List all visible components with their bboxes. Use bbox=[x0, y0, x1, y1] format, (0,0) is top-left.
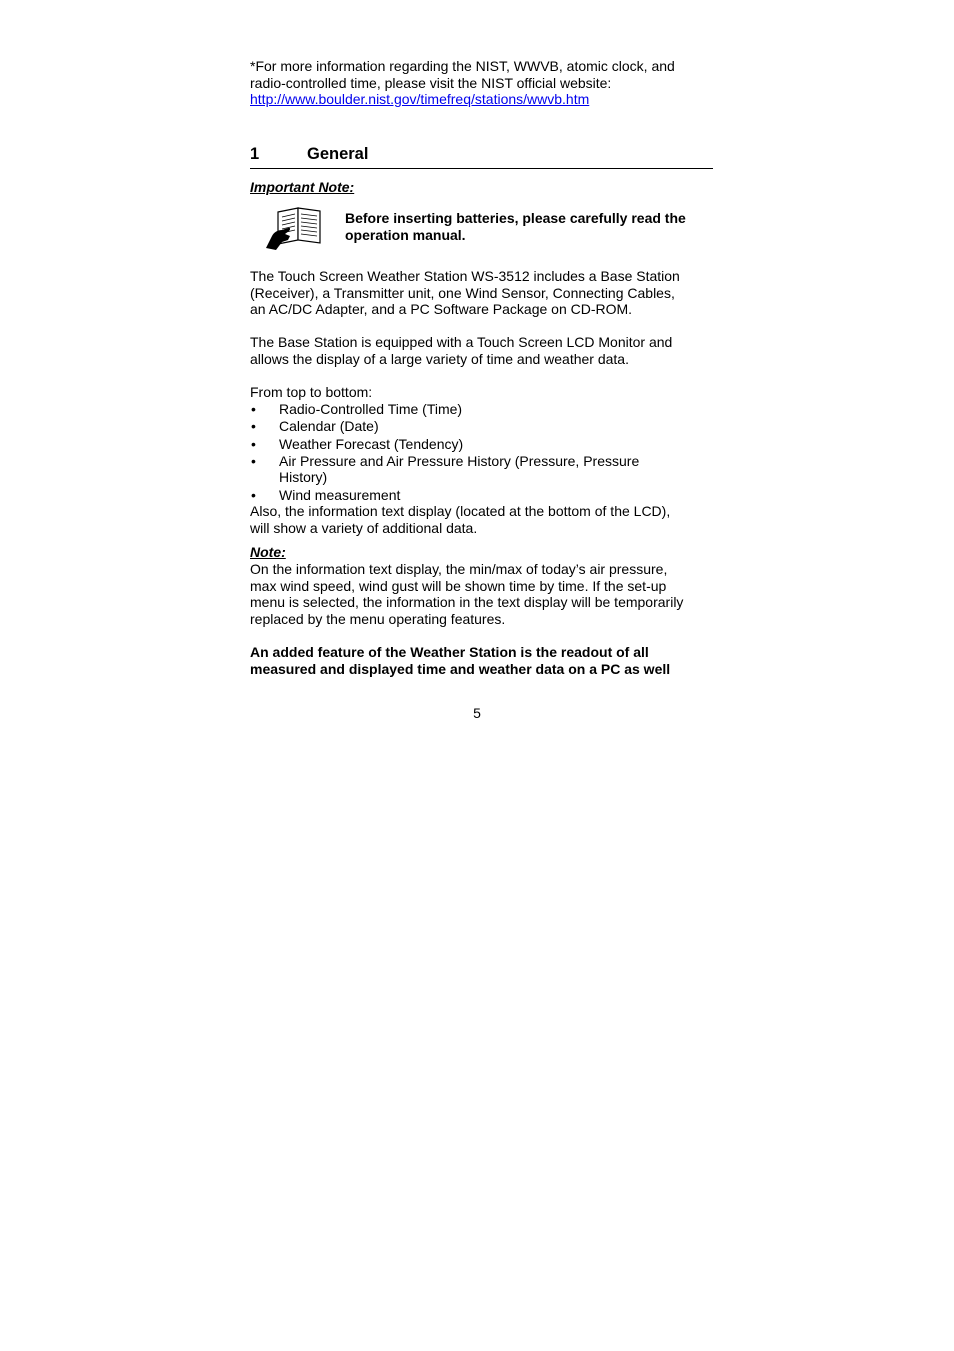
text-line: On the information text display, the min/max of today’s air pressure, bbox=[250, 561, 668, 578]
important-note-label: Important Note: bbox=[250, 179, 355, 196]
display-items-list bbox=[250, 401, 713, 504]
package-contents-paragraph bbox=[250, 268, 713, 318]
text-line: replaced by the menu operating features. bbox=[250, 610, 506, 627]
text-line: allows the display of a large variety of time and weather data. bbox=[250, 350, 629, 367]
list-item: • Calendar (Date) bbox=[250, 418, 713, 435]
intro-line: radio-controlled time, please visit the NIST official website: bbox=[250, 74, 612, 91]
list-item: • Air Pressure and Air Pressure History (Pressure, Pressure History) bbox=[250, 453, 713, 486]
text-line: will show a variety of additional data. bbox=[250, 519, 478, 536]
note-label: Note: bbox=[250, 544, 286, 561]
pc-feature-paragraph bbox=[250, 644, 713, 677]
text-line: max wind speed, wind gust will be shown time by time. If the set-up bbox=[250, 577, 667, 594]
text-line: The Base Station is equipped with a Touch Screen LCD Monitor and bbox=[250, 334, 673, 351]
list-intro: From top to bottom: bbox=[250, 384, 373, 401]
important-note-line: operation manual. bbox=[345, 226, 466, 243]
section-number: 1 bbox=[250, 144, 260, 163]
page-number: 5 bbox=[473, 705, 481, 721]
important-note-callout bbox=[250, 206, 713, 252]
list-item: • Wind measurement bbox=[250, 487, 713, 504]
nist-website-link[interactable]: http://www.boulder.nist.gov/timefreq/stations/wwvb.htm bbox=[250, 91, 590, 108]
text-line: measured and displayed time and weather data on a PC as well bbox=[250, 660, 671, 677]
text-line: (Receiver), a Transmitter unit, one Wind Sensor, Connecting Cables, bbox=[250, 284, 675, 301]
text-line: An added feature of the Weather Station is the readout of all bbox=[250, 644, 649, 661]
section-title: General bbox=[307, 144, 369, 163]
document-page bbox=[250, 58, 713, 677]
text-line: an AC/DC Adapter, and a PC Software Package on CD-ROM. bbox=[250, 301, 633, 318]
note-paragraph bbox=[250, 561, 713, 627]
important-note-line: Before inserting batteries, please carefully read the bbox=[345, 209, 686, 226]
list-item: • Radio-Controlled Time (Time) bbox=[250, 401, 713, 418]
text-line: menu is selected, the information in the text display will be temporarily bbox=[250, 594, 684, 611]
section-heading bbox=[250, 146, 713, 170]
list-item: • Weather Forecast (Tendency) bbox=[250, 436, 713, 453]
important-note-text bbox=[345, 210, 686, 243]
intro-line: *For more information regarding the NIST, WWVB, atomic clock, and bbox=[250, 58, 675, 74]
text-line: The Touch Screen Weather Station WS-3512 includes a Base Station bbox=[250, 267, 680, 284]
reading-book-icon bbox=[264, 206, 322, 252]
display-list-section bbox=[250, 384, 713, 536]
base-station-paragraph bbox=[250, 334, 713, 367]
nist-info-paragraph bbox=[250, 58, 713, 108]
text-line: Also, the information text display (located at the bottom of the LCD), bbox=[250, 503, 671, 520]
